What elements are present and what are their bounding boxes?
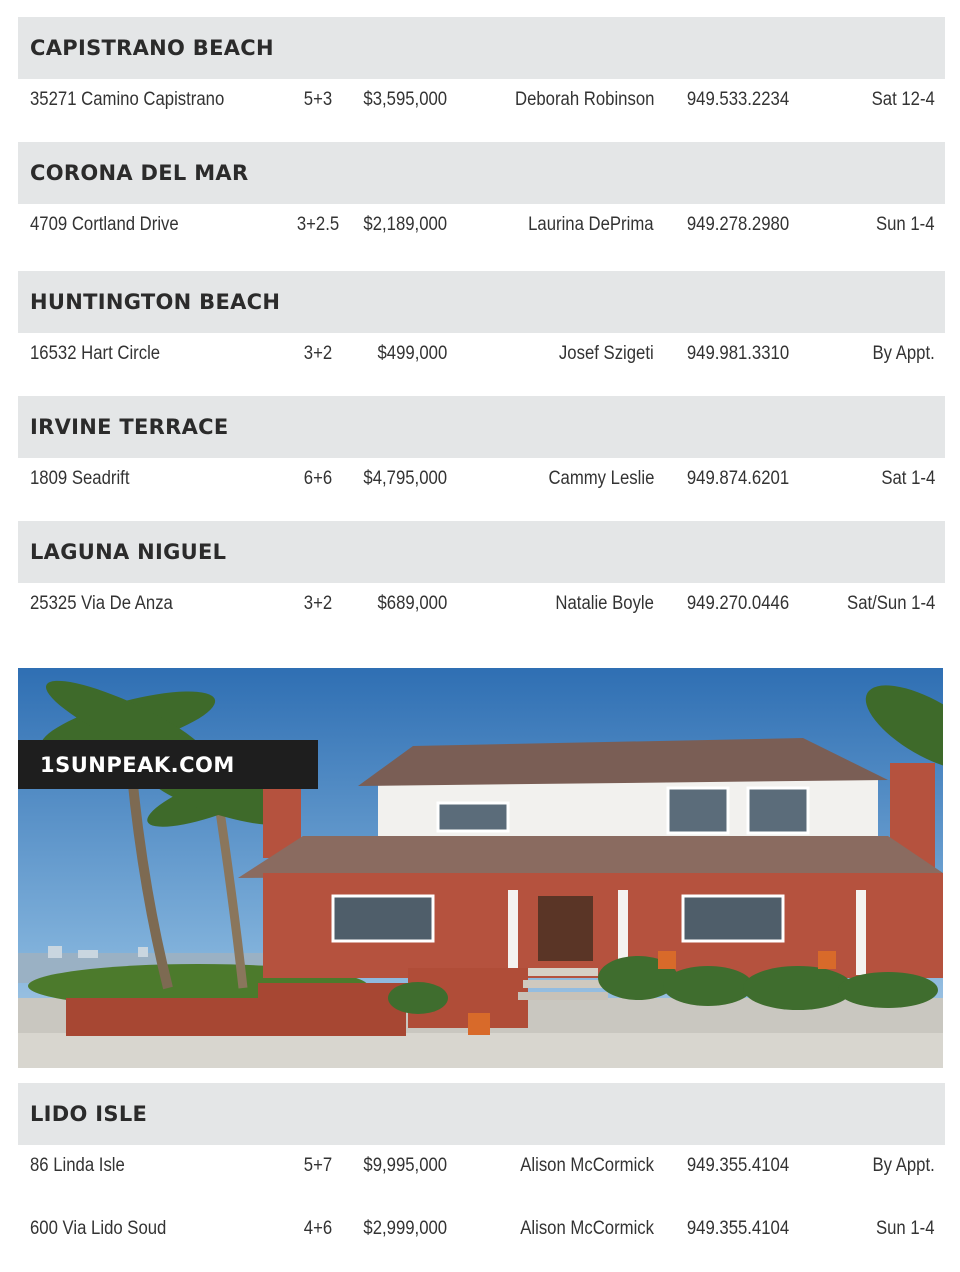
- section-header: [18, 396, 945, 458]
- listing-open-house: Sun 1-4: [876, 214, 935, 235]
- listing-price: $4,795,000: [363, 468, 447, 489]
- section-header: [18, 271, 945, 333]
- house-photo: [18, 668, 943, 1068]
- listing-phone[interactable]: 949.270.0446: [686, 593, 790, 614]
- listing-address: 16532 Hart Circle: [30, 343, 161, 364]
- listing-open-house: By Appt.: [872, 343, 935, 364]
- listing-row[interactable]: [18, 204, 945, 248]
- listing-beds-baths: 3+2.5: [296, 214, 340, 235]
- section-header: [18, 521, 945, 583]
- listing-open-house: Sat/Sun 1-4: [846, 593, 935, 614]
- listing-agent: Natalie Boyle: [555, 593, 654, 614]
- listing-price: $689,000: [377, 593, 447, 614]
- listing-price: $9,995,000: [363, 1155, 447, 1176]
- listing-row[interactable]: [18, 1145, 945, 1189]
- listing-row[interactable]: [18, 333, 945, 377]
- listing-address: 1809 Seadrift: [30, 468, 130, 489]
- listing-phone[interactable]: 949.355.4104: [686, 1155, 790, 1176]
- section-title: CORONA DEL MAR: [30, 161, 249, 185]
- listing-phone[interactable]: 949.874.6201: [686, 468, 790, 489]
- website-label-text[interactable]: 1SUNPEAK.COM: [40, 752, 235, 777]
- listing-address: 600 Via Lido Soud: [30, 1218, 167, 1239]
- listing-phone[interactable]: 949.278.2980: [686, 214, 790, 235]
- section-capistrano-beach: [18, 17, 945, 123]
- house-illustration: [18, 668, 943, 1068]
- listing-beds-baths: 5+7: [303, 1155, 333, 1176]
- listing-address: 4709 Cortland Drive: [30, 214, 179, 235]
- listing-row[interactable]: [18, 1208, 945, 1252]
- section-header: [18, 142, 945, 204]
- listing-phone[interactable]: 949.981.3310: [686, 343, 790, 364]
- listing-beds-baths: 5+3: [303, 89, 333, 110]
- listing-row[interactable]: [18, 79, 945, 123]
- listing-agent: Alison McCormick: [520, 1155, 654, 1176]
- listing-price: $2,189,000: [363, 214, 447, 235]
- listing-phone[interactable]: 949.355.4104: [686, 1218, 790, 1239]
- listing-agent: Alison McCormick: [520, 1218, 654, 1239]
- listing-address: 86 Linda Isle: [30, 1155, 125, 1176]
- listing-agent: Laurina DePrima: [528, 214, 654, 235]
- section-irvine-terrace: [18, 396, 945, 502]
- section-laguna-niguel: [18, 521, 945, 627]
- website-label[interactable]: [18, 740, 318, 789]
- section-header: [18, 17, 945, 79]
- listing-open-house: Sat 1-4: [881, 468, 935, 489]
- listing-phone[interactable]: 949.533.2234: [686, 89, 790, 110]
- listing-open-house: By Appt.: [872, 1155, 935, 1176]
- section-title: CAPISTRANO BEACH: [30, 36, 274, 60]
- listing-address: 35271 Camino Capistrano: [30, 89, 225, 110]
- listing-open-house: Sat 12-4: [871, 89, 935, 110]
- listing-beds-baths: 4+6: [303, 1218, 333, 1239]
- listing-price: $499,000: [377, 343, 447, 364]
- section-title: HUNTINGTON BEACH: [30, 290, 281, 314]
- section-lido-isle: [18, 1083, 945, 1252]
- section-title: IRVINE TERRACE: [30, 415, 229, 439]
- listing-beds-baths: 3+2: [303, 343, 333, 364]
- listing-agent: Cammy Leslie: [548, 468, 654, 489]
- listing-beds-baths: 3+2: [303, 593, 333, 614]
- listing-row[interactable]: [18, 458, 945, 502]
- section-huntington-beach: [18, 271, 945, 377]
- listing-price: $2,999,000: [363, 1218, 447, 1239]
- listing-agent: Deborah Robinson: [514, 89, 654, 110]
- listing-open-house: Sun 1-4: [876, 1218, 935, 1239]
- listing-beds-baths: 6+6: [303, 468, 333, 489]
- section-title: LAGUNA NIGUEL: [30, 540, 227, 564]
- section-header: [18, 1083, 945, 1145]
- listing-address: 25325 Via De Anza: [30, 593, 173, 614]
- listing-row[interactable]: [18, 583, 945, 627]
- listing-agent: Josef Szigeti: [559, 343, 654, 364]
- section-corona-del-mar: [18, 142, 945, 248]
- section-title: LIDO ISLE: [30, 1102, 148, 1126]
- listing-price: $3,595,000: [363, 89, 447, 110]
